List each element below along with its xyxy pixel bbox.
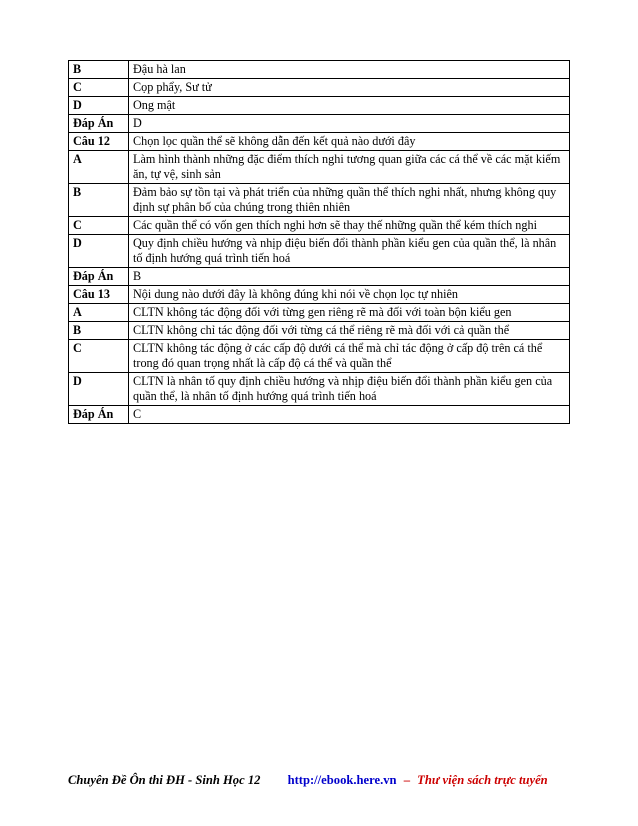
row-text: B (129, 268, 570, 286)
row-text: Cọp phẩy, Sư tử (129, 79, 570, 97)
table-row (69, 373, 570, 406)
row-key: C (69, 79, 129, 97)
row-text: Nội dung nào dưới đây là không đúng khi nói về chọn lọc tự nhiên (129, 286, 570, 304)
row-key: D (69, 373, 129, 406)
row-text: CLTN là nhân tố quy định chiều hướng và nhịp điệu biến đổi thành phần kiểu gen của quần thể, là nhân tố định hướng quá trình tiến hoá (129, 373, 570, 406)
table-row (69, 268, 570, 286)
table-row (69, 304, 570, 322)
row-key: B (69, 184, 129, 217)
table-row (69, 217, 570, 235)
row-text: Đảm bảo sự tồn tại và phát triển của những quần thể thích nghi nhất, nhưng không quy định sự phân bố của chúng trong thiên nhiên (129, 184, 570, 217)
row-key: C (69, 340, 129, 373)
table-row (69, 406, 570, 424)
row-key: A (69, 304, 129, 322)
row-key: Câu 13 (69, 286, 129, 304)
row-text: Các quần thể có vốn gen thích nghi hơn sẽ thay thế những quần thể kém thích nghi (129, 217, 570, 235)
row-key: C (69, 217, 129, 235)
page-footer (68, 773, 588, 788)
row-key: A (69, 151, 129, 184)
table-row (69, 79, 570, 97)
row-text: Ong mật (129, 97, 570, 115)
row-text: Làm hình thành những đặc điểm thích nghi tương quan giữa các cá thể về các mặt kiếm ăn, tự vệ, sinh sản (129, 151, 570, 184)
table-row (69, 151, 570, 184)
row-key: D (69, 235, 129, 268)
row-key: Đáp Án (69, 268, 129, 286)
row-text: Quy định chiều hướng và nhịp điệu biến đổi thành phần kiểu gen của quần thể, là nhân tố định hướng quá trình tiến hoá (129, 235, 570, 268)
footer-library-label: Thư viện sách trực tuyến (417, 773, 548, 787)
table-row (69, 286, 570, 304)
footer-title: Chuyên Đề Ôn thi ĐH - Sinh Học 12 (68, 773, 261, 787)
row-text: Chọn lọc quần thể sẽ không dẫn đến kết quả nào dưới đây (129, 133, 570, 151)
table-row (69, 340, 570, 373)
row-text: CLTN không tác động ở các cấp độ dưới cá thể mà chỉ tác động ở cấp độ trên cá thể trong đó quan trọng nhất là cấp độ cá thể và quần thể (129, 340, 570, 373)
table-row (69, 322, 570, 340)
row-key: B (69, 322, 129, 340)
row-text: D (129, 115, 570, 133)
row-key: B (69, 61, 129, 79)
row-text: Đậu hà lan (129, 61, 570, 79)
row-key: Câu 12 (69, 133, 129, 151)
table-row (69, 61, 570, 79)
qa-table-body (69, 61, 570, 424)
row-key: Đáp Án (69, 406, 129, 424)
table-row (69, 97, 570, 115)
footer-url-link[interactable]: http://ebook.here.vn (287, 773, 397, 787)
row-text: CLTN không tác động đối với từng gen riêng rẽ mà đối với toàn bộn kiểu gen (129, 304, 570, 322)
row-text: C (129, 406, 570, 424)
qa-table (68, 60, 570, 424)
footer-separator: – (403, 773, 410, 787)
table-row (69, 133, 570, 151)
row-key: D (69, 97, 129, 115)
row-key: Đáp Án (69, 115, 129, 133)
table-row (69, 235, 570, 268)
table-row (69, 184, 570, 217)
row-text: CLTN không chỉ tác động đối với từng cá thể riêng rẽ mà đối với cả quần thể (129, 322, 570, 340)
table-row (69, 115, 570, 133)
